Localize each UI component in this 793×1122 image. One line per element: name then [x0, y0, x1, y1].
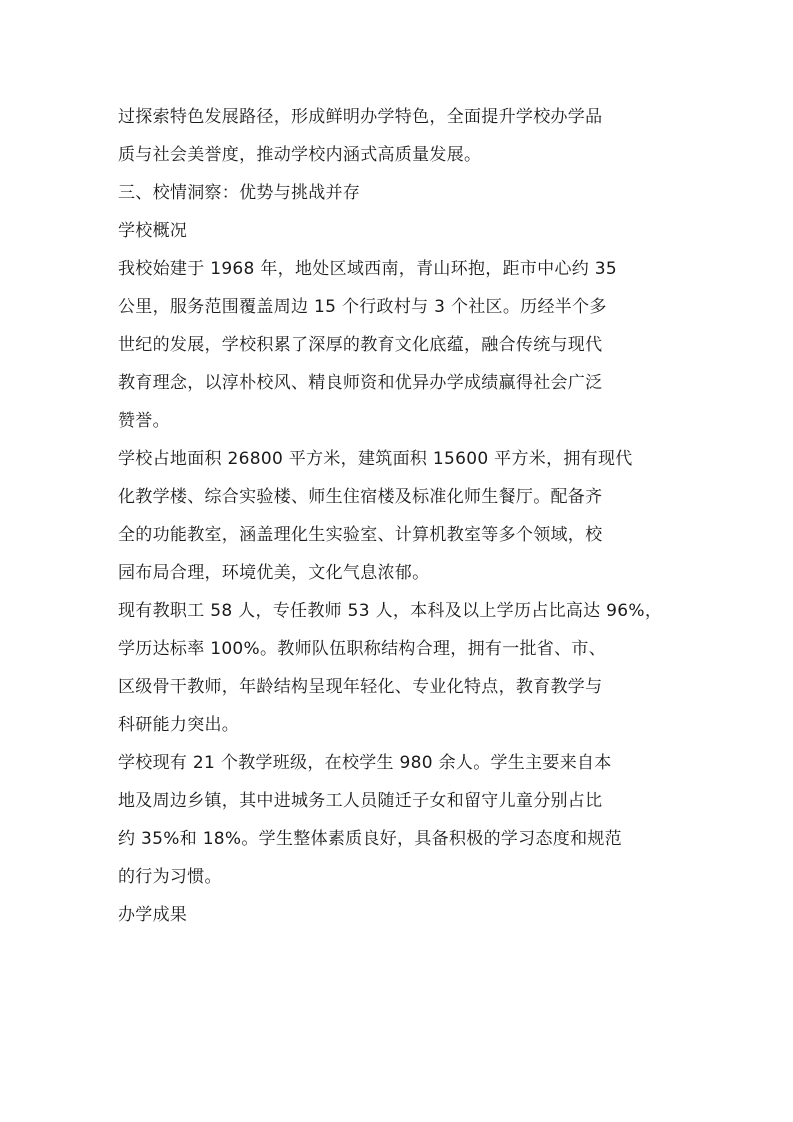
text-line: 质与社会美誉度，推动学校内涵式高质量发展。: [118, 145, 482, 165]
text-line: 区级骨干教师，年龄结构呈现年轻化、专业化特点，教育教学与: [118, 677, 603, 697]
text-line: 化教学楼、综合实验楼、师生住宿楼及标准化师生餐厅。配备齐: [118, 487, 603, 507]
text-line: 世纪的发展，学校积累了深厚的教育文化底蕴，融合传统与现代: [118, 335, 603, 355]
text-line: 学校现有 21 个教学班级，在校学生 980 余人。学生主要来自本: [118, 753, 612, 773]
text-line: 赞誉。: [118, 411, 170, 431]
text-line: 地及周边乡镇，其中进城务工人员随迁子女和留守儿童分别占比: [118, 791, 603, 811]
text-line: 科研能力突出。: [118, 715, 240, 735]
text-line: 的行为习惯。: [118, 867, 222, 887]
text-line: 过探索特色发展路径，形成鲜明办学特色，全面提升学校办学品: [118, 107, 603, 127]
text-line: 全的功能教室，涵盖理化生实验室、计算机教室等多个领域，校: [118, 525, 603, 545]
subsection-heading: 办学成果: [118, 905, 188, 925]
section-heading: 三、校情洞察：优势与挑战并存: [118, 183, 361, 203]
text-line: 现有教职工 58 人，专任教师 53 人，本科及以上学历占比高达 96%，: [118, 601, 663, 621]
document-body: [118, 98, 678, 934]
text-line: 学历达标率 100%。教师队伍职称结构合理，拥有一批省、市、: [118, 639, 607, 659]
subsection-heading: 学校概况: [118, 221, 188, 241]
text-line: 公里，服务范围覆盖周边 15 个行政村与 3 个社区。历经半个多: [118, 297, 607, 317]
text-line: 园布局合理，环境优美，文化气息浓郁。: [118, 563, 430, 583]
text-line: 我校始建于 1968 年，地处区域西南，青山环抱，距市中心约 35: [118, 259, 618, 279]
text-line: 约 35%和 18%。学生整体素质良好，具备积极的学习态度和规范: [118, 829, 622, 849]
text-line: 教育理念，以淳朴校风、精良师资和优异办学成绩赢得社会广泛: [118, 373, 603, 393]
text-line: 学校占地面积 26800 平方米，建筑面积 15600 平方米，拥有现代: [118, 449, 633, 469]
